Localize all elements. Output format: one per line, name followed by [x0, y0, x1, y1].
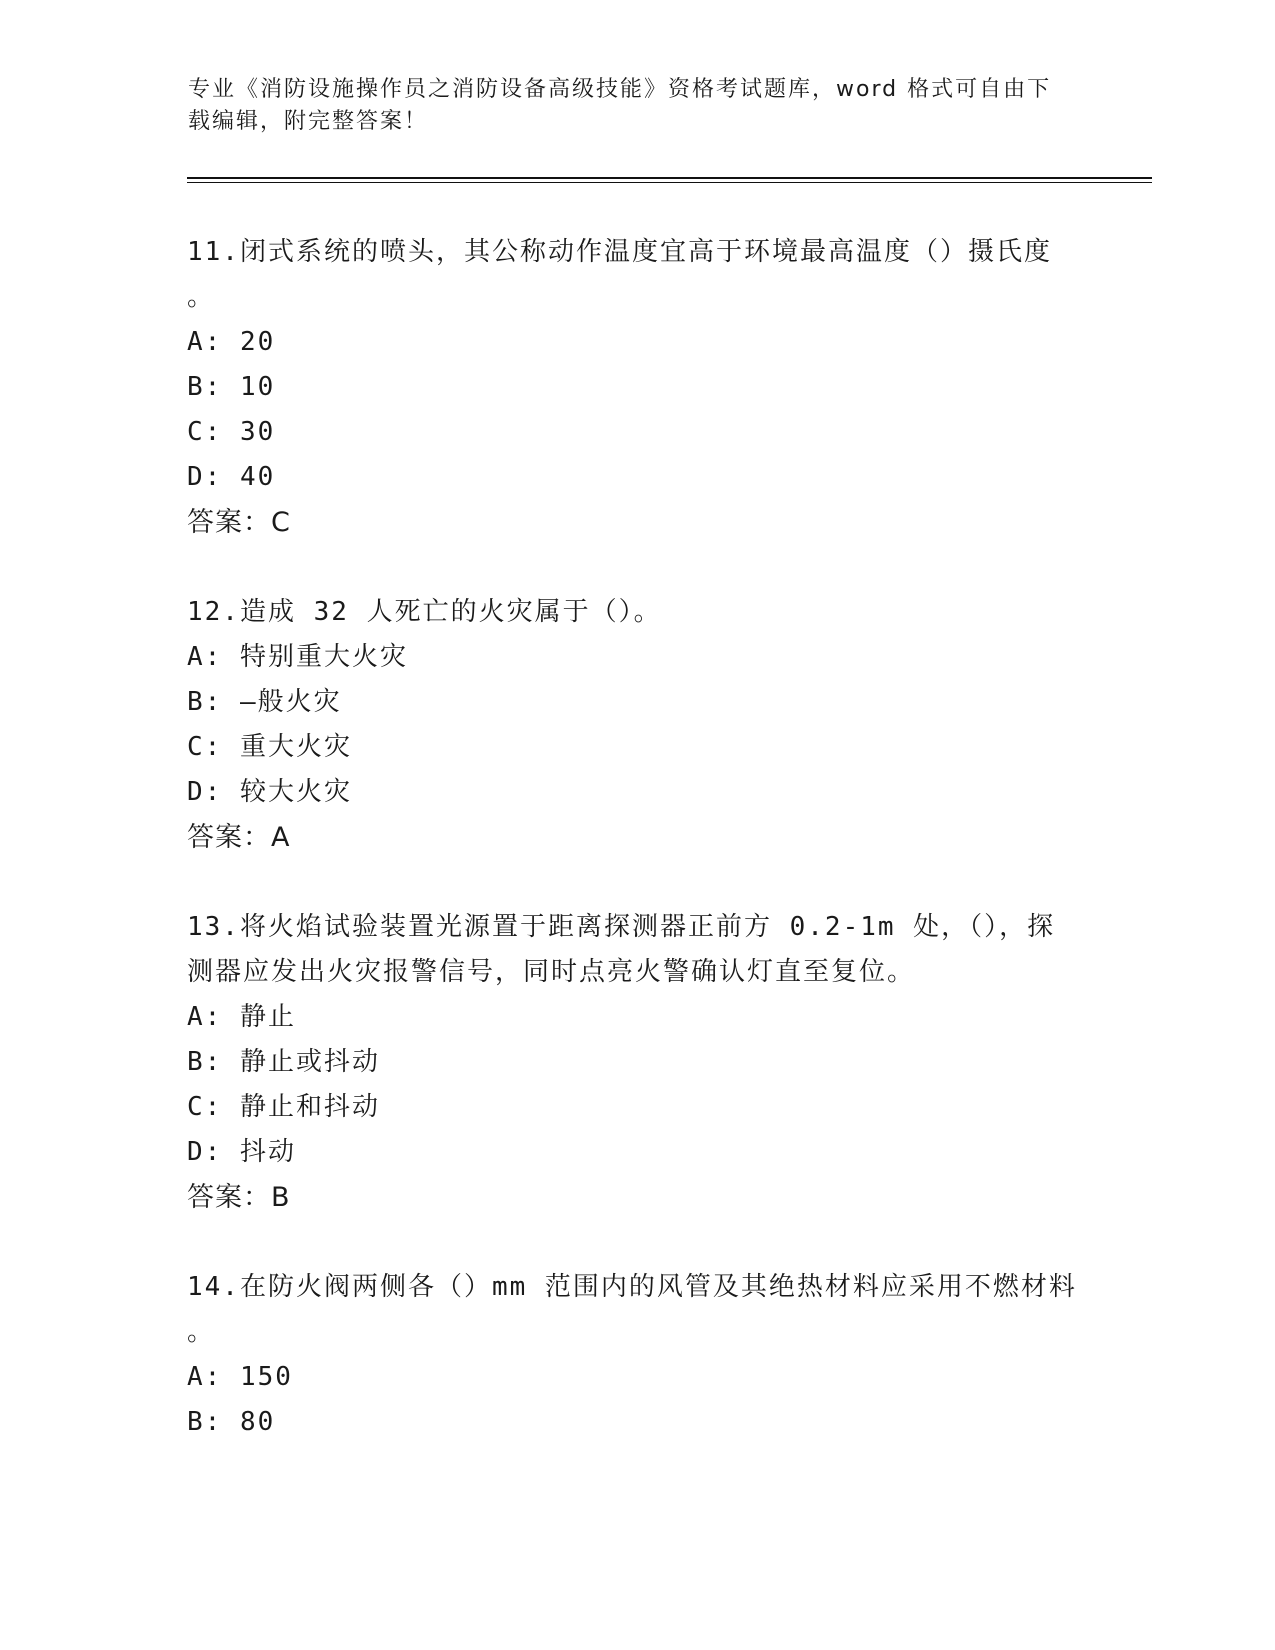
header-rule-thick: [187, 177, 1152, 179]
answer: [187, 500, 1087, 545]
question-text: 13.将火焰试验装置光源置于距离探测器正前方 0.2-1m 处，（），探: [187, 912, 1056, 942]
option-b: B: 10: [187, 372, 276, 402]
question-text: 。: [187, 1317, 216, 1347]
option-d: D: 40: [187, 462, 276, 492]
question-14: [187, 1265, 1087, 1445]
option-c: C: 静止和抖动: [187, 1092, 380, 1122]
option-c: C: 30: [187, 417, 276, 447]
header-line-2: 载编辑，附完整答案！: [188, 109, 429, 134]
answer-label: 答案：: [187, 1182, 271, 1213]
answer-value: B: [271, 1182, 291, 1213]
question-text: 测器应发出火灾报警信号，同时点亮火警确认灯直至复位。: [187, 957, 916, 987]
option-b: B: —般火灾: [187, 687, 342, 717]
question-13: [187, 905, 1087, 1220]
option-a: A: 150: [187, 1362, 293, 1392]
answer: [187, 815, 1087, 860]
document-header: [188, 74, 1068, 138]
option-a: A: 特别重大火灾: [187, 642, 408, 672]
answer-value: A: [271, 822, 291, 853]
question-text: 14.在防火阀两侧各（）mm 范围内的风管及其绝热材料应采用不燃材料: [187, 1272, 1077, 1302]
question-11: [187, 230, 1087, 545]
answer-value: C: [271, 507, 291, 538]
answer-label: 答案：: [187, 822, 271, 853]
option-a: A: 20: [187, 327, 276, 357]
answer-label: 答案：: [187, 507, 271, 538]
option-b: B: 80: [187, 1407, 276, 1437]
option-c: C: 重大火灾: [187, 732, 352, 762]
question-12: [187, 590, 1087, 860]
answer: [187, 1175, 1087, 1220]
header-rule-thin: [187, 182, 1152, 183]
option-a: A: 静止: [187, 1002, 296, 1032]
question-text: 。: [187, 282, 216, 312]
option-d: D: 抖动: [187, 1137, 296, 1167]
question-text: 11.闭式系统的喷头，其公称动作温度宜高于环境最高温度（）摄氏度: [187, 237, 1052, 267]
option-d: D: 较大火灾: [187, 777, 352, 807]
header-line-1: 专业《消防设施操作员之消防设备高级技能》资格考试题库，word 格式可自由下: [188, 77, 1052, 102]
question-text: 12.造成 32 人死亡的火灾属于（）。: [187, 597, 662, 627]
option-b: B: 静止或抖动: [187, 1047, 380, 1077]
